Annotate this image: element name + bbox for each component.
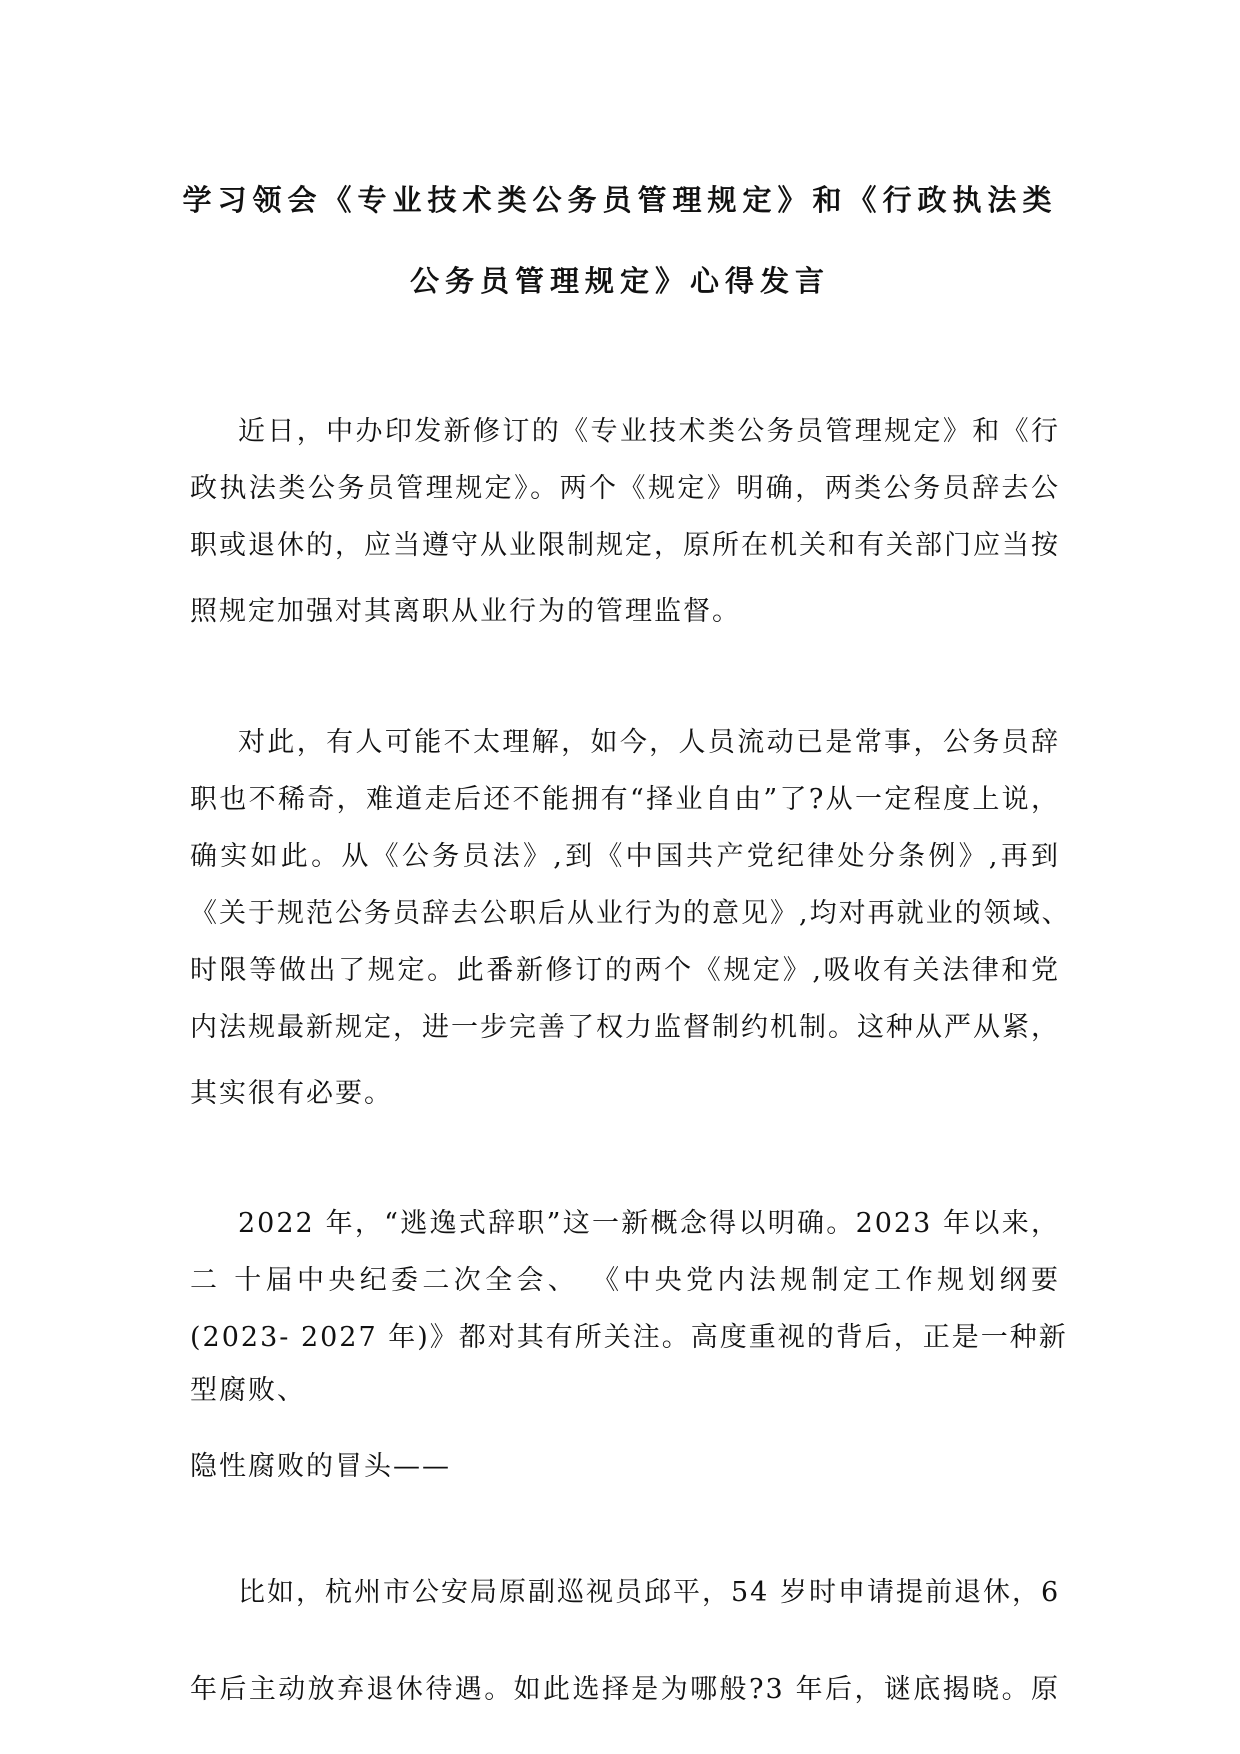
paragraph-line: 隐性腐败的冒头—— — [190, 1451, 451, 1482]
paragraph-line: 政执法类公务员管理规定》。两个《规定》明确，两类公务员辞去公 — [190, 473, 1060, 504]
paragraph-line: 对此，有人可能不太理解，如今，人员流动已是常事，公务员辞 — [238, 727, 1060, 758]
paragraph-line: 内法规最新规定，进一步完善了权力监督制约机制。这种从严从紧， — [190, 1012, 1060, 1043]
paragraph-line: 时限等做出了规定。此番新修订的两个《规定》,吸收有关法律和党 — [190, 955, 1060, 986]
paragraph-line: 照规定加强对其离职从业行为的管理监督。 — [190, 596, 741, 627]
paragraph-line: 其实很有必要。 — [190, 1078, 393, 1109]
paragraph-line: 二 十届中央纪委二次全会、 《中央党内法规制定工作规划纲要 — [190, 1265, 1060, 1296]
paragraph-line: 近日，中办印发新修订的《专业技术类公务员管理规定》和《行 — [238, 416, 1060, 447]
paragraph-line: 职或退休的，应当遵守从业限制规定，原所在机关和有关部门应当按 — [190, 530, 1060, 561]
paragraph-line: 年后主动放弃退休待遇。如此选择是为哪般?3 年后，谜底揭晓。原 — [190, 1674, 1060, 1705]
paragraph-line: 职也不稀奇，难道走后还不能拥有“择业自由”了?从一定程度上说， — [190, 784, 1060, 815]
paragraph-line: 型腐败、 — [190, 1375, 306, 1406]
paragraph-line: 2022 年，“逃逸式辞职”这一新概念得以明确。2023 年以来， — [238, 1208, 1060, 1239]
paragraph-line: (2023- 2027 年)》都对其有所关注。高度重视的背后，正是一种新 — [190, 1322, 1068, 1353]
paragraph-line: 《关于规范公务员辞去公职后从业行为的意见》,均对再就业的领域、 — [190, 898, 1071, 929]
paragraph-line: 确实如此。从《公务员法》,到《中国共产党纪律处分条例》,再到 — [190, 841, 1060, 872]
paragraph-line: 比如，杭州市公安局原副巡视员邱平，54 岁时申请提前退休，6 — [238, 1577, 1061, 1608]
document-title-line-1: 学习领会《专业技术类公务员管理规定》和《行政执法类 — [182, 183, 1058, 217]
document-title-line-2: 公务员管理规定》心得发言 — [409, 264, 830, 298]
